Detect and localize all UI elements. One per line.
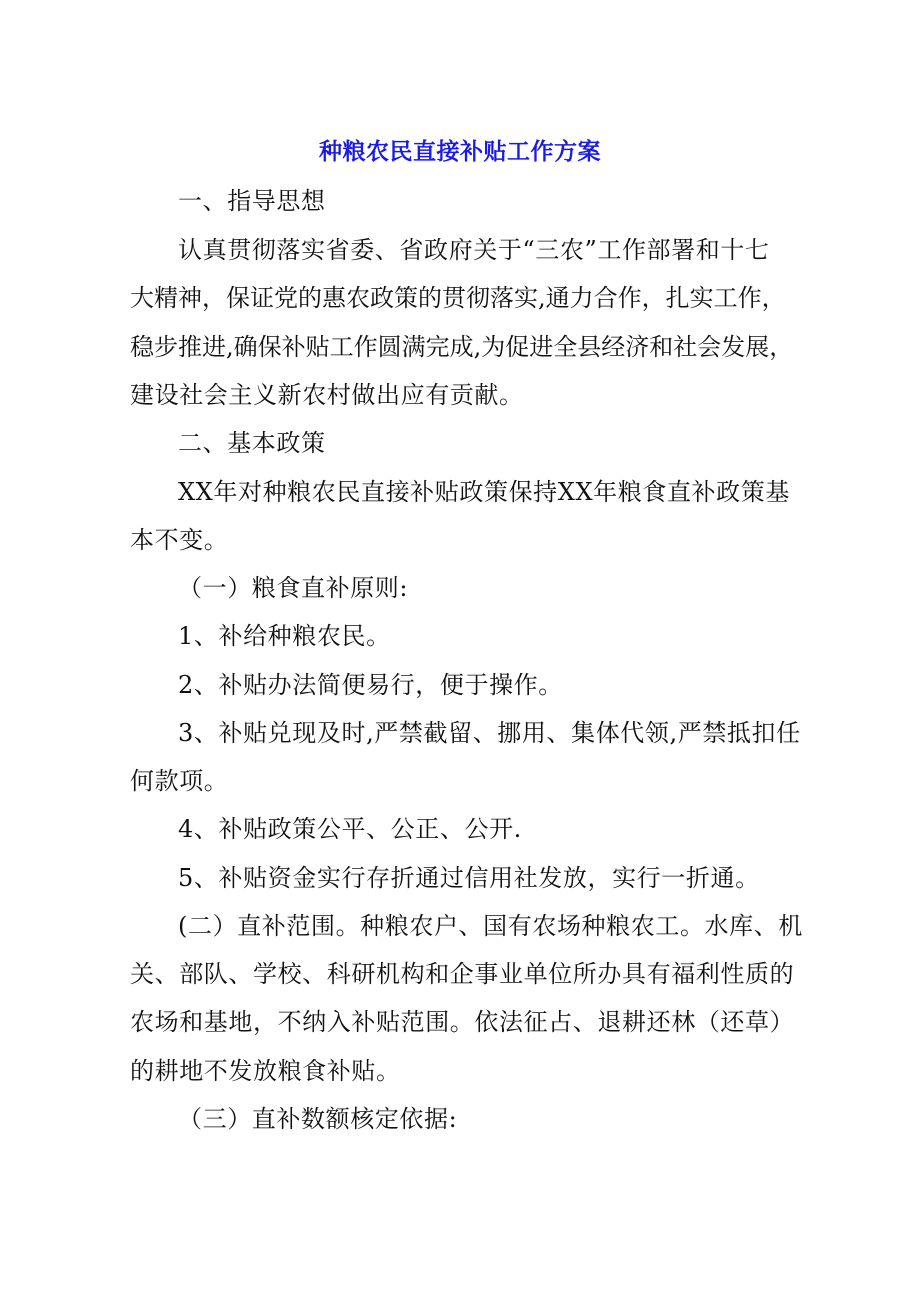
list-item: 3、补贴兑现及时,严禁截留、挪用、集体代领,严禁抵扣任 [178, 719, 801, 747]
paragraph-line: (二）直补范围。种粮农户、国有农场种粮农工。水库、机 [178, 912, 803, 940]
subheading-subsidy-basis: （三）直补数额核定依据: [178, 1105, 458, 1133]
paragraph-line: 本不变。 [130, 526, 229, 554]
paragraph-line: XX年对种粮农民直接补贴政策保持XX年粮食直补政策基 [178, 478, 790, 506]
heading-guiding-ideology: 一、指导思想 [178, 187, 326, 215]
paragraph-line: 关、部队、学校、科研机构和企事业单位所办具有福利性质的 [130, 960, 795, 988]
list-item-continuation: 何款项。 [130, 767, 229, 795]
paragraph-line: 认真贯彻落实省委、省政府关于“三农”工作部署和十七 [178, 236, 770, 264]
list-item: 4、补贴政策公平、公正、公开. [178, 815, 522, 843]
list-item: 2、补贴办法简便易行，便于操作。 [178, 671, 563, 699]
list-item: 5、补贴资金实行存折通过信用社发放，实行一折通。 [178, 864, 760, 892]
document-title: 种粮农民直接补贴工作方案 [319, 139, 601, 165]
paragraph-line: 建设社会主义新农村做出应有贡献。 [130, 381, 524, 409]
heading-basic-policy: 二、基本政策 [178, 429, 326, 457]
paragraph-line: 农场和基地，不纳入补贴范围。依法征占、退耕还林（还草） [130, 1008, 795, 1036]
paragraph-line: 稳步推进,确保补贴工作圆满完成,为促进全县经济和社会发展， [130, 333, 794, 361]
subheading-principles: （一）粮食直补原则: [178, 574, 409, 602]
paragraph-line: 的耕地不发放粮食补贴。 [130, 1057, 401, 1085]
list-item: 1、补给种粮农民。 [178, 622, 391, 650]
paragraph-line: 大精神，保证党的惠农政策的贯彻落实,通力合作，扎实工作， [130, 284, 786, 312]
